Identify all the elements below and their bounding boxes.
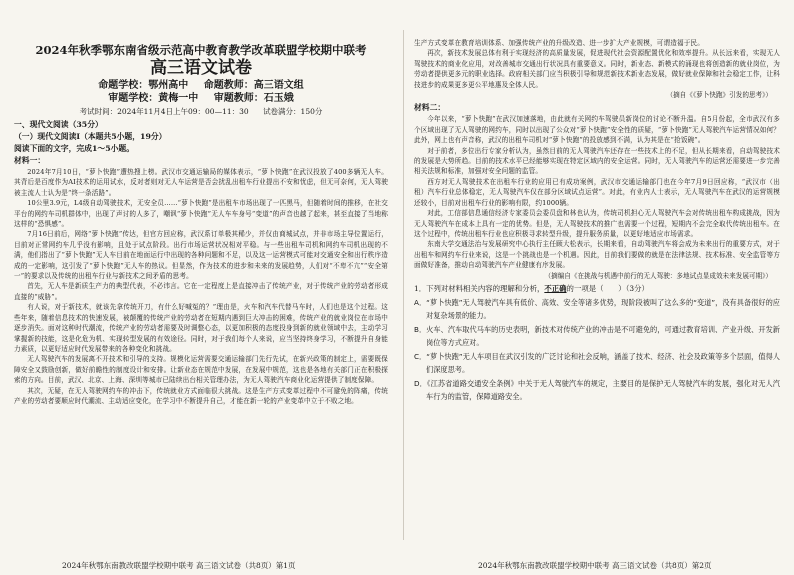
exam-title: 2024年秋季鄂东南省级示范高中教育教学改革联盟学校期中联考	[35, 43, 367, 57]
material-one-paragraph: 10公里3.9元，L4级自动驾驶技术，无安全员……“萝卜快跑”是出租车市场出现了一匹黑马，但随着时间的推移，在社交平台的网约车司机群体中，出现了声讨的人多了，嘲讽“萝卜快跑”无人车车身号“变道”的声音也越了起来，甚至直接了当地称这样的“恐惧感”。	[14, 199, 388, 229]
material-one-paragraph: 其次，无疑，在无人驾驶网约车的冲击下，传统就业方式面临很大挑战。这是生产方式变革过程中不可避免的阵痛，传统产业的劳动者要顺应时代潮流、主动适应变化，在学习中不断提升自己，才能在新一轮的产业变革中立于不败之地。	[14, 386, 388, 405]
material-one-paragraph: 7月16日前后，网络“萝卜快跑”传达，但官方回应称，武汉系订单极其稀少，并仅由商城试点，并非市场主导位置运行，目前对正常网约车几乎没有影响，且处于试点阶段。出行市场运营状况相对平稳。与一些出租车司机和网约车司机出现的不满，他们指出了“萝卜快跑”无人车目前在地面运行中出现的各种问题和不足，以及这一运营模式可能对交通安全和出行秩序造成的一定影响，这引发了“萝卜快跑”无人车的热议。但显然，作为技术的进步和未来的发展趋势，人们对“不卑不亢”“安全第一”的要求以及传统的出租车行业与新技术之间矛盾的思考。	[14, 230, 388, 281]
page-divider	[403, 30, 404, 540]
reviewer-teacher: 审题教师：石玉娥	[213, 93, 294, 104]
answer-option-d[interactable]: D．《江苏省道路交通安全条例》中关于无人驾驶汽车的规定，主要目的是保护无人驾驶汽车的发展，强化对无人汽车行为的监管，保障道路安全。	[414, 378, 780, 402]
proposer-teacher: 命题教师：高三语文组	[203, 80, 304, 91]
question-one-stem	[414, 283, 780, 295]
material-two-paragraph: 东南大学交通法治与发展研究中心执行主任顾大松表示，长期来看，自动驾驶汽车将会成为未来出行的重要方式，对于出租车和网约车行业来说，这是一个挑战也是一个机遇。因此，目前我们要做的就是在法律法规、技术标准、安全监管等方面做好准备，推动自动驾驶汽车产业健康有序发展。	[414, 240, 780, 270]
exam-time: 考试时间：2024年11月4日上午09：00—11：30	[79, 107, 249, 116]
material-one-source: （摘自《《萝卜快跑》引发的思考》）	[666, 91, 772, 100]
question-suffix: 的一项是（ ）（3分）	[566, 283, 649, 293]
material-two-label: 材料二：	[414, 103, 446, 113]
answer-option-a[interactable]: A．“萝卜快跑”无人驾驶汽车具有低价、高效、安全等诸多优势，现阶段被叫了这么多的“变道”，没有具备很好的应对复杂场景的能力。	[414, 297, 780, 321]
material-two-source: （摘编自《在挑战与机遇中前行的无人驾驶：多地试点显成效未来发展可期》）	[544, 271, 772, 280]
page-footer-left: 2024年秋鄂东南教改联盟学校期中联考 高三语文试卷（共8页）第1页	[62, 561, 296, 570]
proposer-school: 命题学校：鄂州高中	[98, 80, 189, 91]
reading-instruction: 阅读下面的文字，完成1～5小题。	[14, 144, 135, 153]
material-one-paragraph: 2024年7月10日，“萝卜快跑”遭热搜上榜。武汉市交通运输局的媒体表示，“萝卜快跑”在武汉投放了400多辆无人车。其背后是百度作为AI技术的运用试水，反对者则对无人车运营是否会扰乱出租车行业提出不安和忧虑，但无可奈何，无人驾驶被主流人士认为是“终一条活路”。	[14, 168, 388, 197]
subject-title: 高三语文试卷	[150, 58, 252, 78]
question-prefix: 1．下列对材料相关内容的理解和分析，	[414, 283, 545, 293]
material-two-paragraph: 对于前者，多位出行专家分析认为，虽然目前的无人驾驶汽车还存在一些技术上的不足，但从长期来看，自动驾驶技术的发展是大势所趋。目前的技术水平已经能够实现在特定区域内的安全运营。同时，无人驾驶汽车的运营还需要进一步完善相关法规和标准，加强对安全问题的监管。	[414, 146, 780, 176]
reviewer-line	[14, 92, 388, 105]
question-emphasis: 不正确	[544, 283, 567, 293]
page-footer-right: 2024年秋鄂东南教改联盟学校期中联考 高三语文试卷（共8页）第2页	[478, 561, 712, 570]
material-one-paragraph: 无人驾驶汽车的发展离不开技术和引导的支持。规模化运营需要交通运输部门先行先试，在新兴政策的制定上，需要既保障安全又鼓励创新，做好前瞻性的制度设计和安排。让新业态在规范中发展，在发展中规范，这也是各地有关部门正在积极探索的方向。目前，武汉、北京、上海、深圳等城市已陆续出台相关管理办法，为无人驾驶汽车商业化运营提供了制度保障。	[14, 355, 388, 385]
material-one-label: 材料一：	[14, 156, 46, 165]
material-two-paragraph: 对此，工信部信息通信经济专家委员会委员盘和林也认为，传统司机担心无人驾驶汽车会对传统出租车构成挑战，因为无人驾驶汽车在成本上具有一定的优势。但是，无人驾驶技术的推广也需要一个过程，短期内不会完全取代传统出租车。在这个过程中，传统出租车行业也应积极寻求转型升级，提升服务质量，以更好地适应市场需求。	[414, 209, 780, 238]
answer-option-c[interactable]: C．“萝卜快跑”无人车项目在武汉引发的广泛讨论和社会反响，涵盖了技术、经济、社会及政策等多个层面，值得人们深度思考。	[414, 351, 780, 375]
material-one-paragraph: 有人说，对于新技术，就该先拿传统开刀，有什么好喊冤的？”理由是，火车和汽车代替马车时，人们也是这个过程。这些年来，随着信息技术的快速发展，被颠覆的传统产业的劳动者在短期内遇到巨大冲击的困难，传统产业的就业岗位在市场中逐步消失。面对这种时代潮流，传统产业的劳动者需要及时调整心态，以更加积极的态度投身到新的就业领域中去，主动学习掌握新的技能，这是化危为机、实现转型发展的有效途径。同时，对于我们每个人来说，应当坚持终身学习，不断提升自身能力素质，以更好适应时代发展带来的各种变化和挑战。	[14, 303, 388, 353]
proposer-line	[14, 79, 388, 92]
reviewer-school: 审题学校：黄梅一中	[108, 93, 199, 104]
material-one-continued: 再次，新技术发展总体有利于实现经济的高质量发展，促进现代社会资源配置优化和效率提升。从长远来看，实现无人驾驶技术的商业化应用，对改善城市交通出行状况具有重要意义。同时，新业态、新模式的涌现也将创造新的就业岗位，为劳动者提供更多元的职业选择。政府相关部门应当积极引导和规范新技术新业态发展，做好就业保障和社会稳定工作，让科技进步的成果更多更公平地惠及全体人民。	[414, 49, 780, 89]
section-heading: 一、现代文阅读（35分）	[14, 120, 103, 129]
material-two-paragraph: 西方对无人驾驶技术在出租车行业的应用已有成功案例，武汉市交通运输部门也在今年7月9日回应称，“武汉市（出租）汽车行业总体稳定，无人驾驶汽车仅在部分区域试点运营”。对此，有业内人士表示，无人驾驶汽车在武汉的运营规模还较小，目前对出租车行业的影响有限，约1000辆。	[414, 177, 780, 207]
right-page	[408, 0, 794, 575]
material-one-continued: 生产方式变革在教育培训体系、加强传统产业的升级改造、进一步扩大产业规模，可谓造福于民。	[414, 39, 704, 47]
answer-option-b[interactable]: B．火车、汽车取代马车的历史表明，新技术对传统产业的冲击是不可避免的，可通过教育培训、产业升级、开发新岗位等方式应对。	[414, 324, 780, 348]
full-score: 试卷满分：150分	[263, 107, 323, 116]
subsection-heading: （一）现代文阅读Ⅰ（本题共5小题，19分）	[14, 132, 167, 141]
material-two-paragraph: 今年以来，“萝卜快跑”在武汉加速落地，由此就有关网约车驾驶员新岗位的讨论不断升温。自5月份起，全市武汉有多个区域出现了无人驾驶的网约车，同时以出现了公众对“萝卜快跑”安全性的质疑，“萝卜快跑”无人驾驶汽车运营情况如何？此外，网上也有声音称，武汉的出租车司机对“萝卜快跑”的投放感到不满，认为其是在“抢饭碗”。	[414, 115, 780, 145]
exam-time-line	[14, 106, 388, 117]
material-one-paragraph: 首先，无人车是新质生产力的典型代表，不必讳言。它在一定程度上是直接冲击了传统产业，对于传统产业的劳动者形成直接的“威胁”。	[14, 282, 388, 301]
